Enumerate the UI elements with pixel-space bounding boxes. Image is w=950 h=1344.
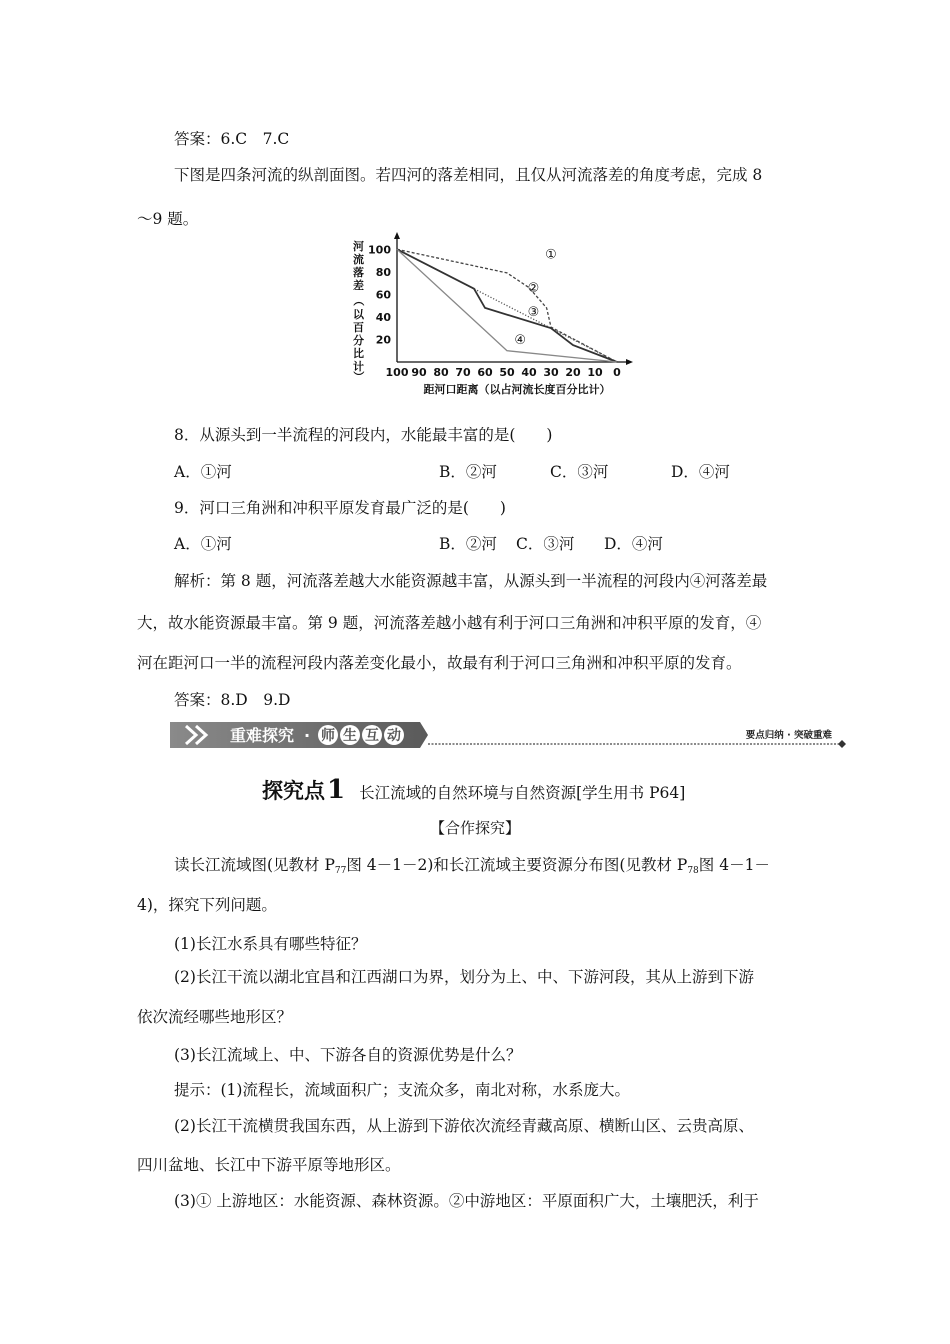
x-tick-label: 50 [499, 366, 515, 379]
series-label-2: ② [527, 281, 540, 297]
y-label-char: 计 [353, 360, 364, 373]
series-label-3: ③ [527, 304, 540, 320]
y-tick-label: 20 [375, 333, 391, 347]
banner-char: 师 [321, 728, 335, 744]
banner-dot: · [304, 726, 311, 745]
y-tick-label: 100 [368, 243, 391, 257]
x-axis-arrow-icon [626, 359, 633, 365]
section-number: 1 [327, 775, 346, 805]
series-labels [514, 247, 556, 348]
intro-line-2: ～9 题。 [137, 210, 199, 228]
x-tick-label: 30 [543, 366, 559, 379]
answer-6-7: 答案：6.C 7.C [174, 130, 290, 148]
y-label-char: 百 [353, 321, 364, 334]
x-ticks [386, 366, 622, 379]
y-label-char: 河 [353, 240, 364, 253]
series-label-4: ④ [514, 332, 527, 348]
y-tick-label: 80 [375, 265, 391, 279]
x-tick-label: 100 [385, 366, 409, 379]
y-label-char: ） [352, 371, 365, 382]
read-text-b: 图 4－1－2)和长江流域主要资源分布图(见教材 P [346, 856, 688, 874]
y-label-char: 流 [353, 253, 364, 266]
banner-left-text: 重难探究 [230, 726, 295, 745]
y-ticks [368, 243, 391, 346]
hint-2-line-1: (2)长江干流横贯我国东西，从上游到下游依次流经青藏高原、横断山区、云贵高原、 [174, 1117, 754, 1135]
y-label-char: 落 [353, 266, 364, 279]
hint-3: (3)① 上游地区：水能资源、森林资源。②中游地区：平原面积广大，土壤肥沃，利于 [174, 1192, 759, 1210]
q9-option-a: A．①河 [174, 535, 232, 553]
x-tick-label: 70 [455, 366, 471, 379]
y-label-char: （ [352, 295, 365, 306]
read-subscript-1: 77 [334, 866, 347, 876]
y-tick-label: 40 [375, 310, 391, 324]
read-text-a: 读长江流域图(见教材 P [174, 856, 335, 874]
y-tick-label: 60 [375, 288, 391, 302]
question-8-stem: 8．从源头到一半流程的河段内，水能最丰富的是( ) [174, 426, 553, 444]
q8-option-a: A．①河 [174, 463, 232, 481]
q8-option-d: D．④河 [671, 463, 730, 481]
analysis-line-3: 河在距河口一半的流程河段内落差变化最小，故最有利于河口三角洲和冲积平原的发育。 [137, 654, 742, 672]
y-label-char: 比 [353, 347, 364, 360]
question-2-line-2: 依次流经哪些地形区？ [137, 1008, 293, 1026]
section-heading [262, 775, 685, 805]
banner-char: 动 [387, 728, 401, 744]
question-9-stem: 9．河口三角洲和冲积平原发育最广泛的是( ) [174, 499, 506, 517]
x-tick-label: 80 [433, 366, 449, 379]
banner-char: 互 [365, 728, 379, 744]
q8-option-b: B．②河 [439, 463, 497, 481]
x-axis-label: 距河口距离（以占河流长度百分比计） [423, 383, 611, 396]
analysis-line-2: 大，故水能资源最丰富。第 9 题，河流落差越小越有利于河口三角洲和冲积平原的发育，④ [137, 614, 762, 632]
diamond-icon [838, 740, 846, 748]
series-lines [397, 249, 617, 362]
read-line-2: 4)，探究下列问题。 [137, 896, 277, 914]
question-2-line-1: (2)长江干流以湖北宜昌和江西湖口为界，划分为上、中、下游河段，其从上游到下游 [174, 968, 754, 986]
read-line-1 [174, 853, 770, 876]
banner-tagline: 要点归纳 · 突破重难 [745, 730, 832, 741]
hint-2-line-2: 四川盆地、长江中下游平原等地形区。 [137, 1156, 401, 1174]
x-tick-label: 60 [477, 366, 493, 379]
section-title: 长江流域的自然环境与自然资源[学生用书 P64] [359, 784, 686, 802]
question-1: (1)长江水系具有哪些特征？ [174, 935, 367, 953]
read-subscript-2: 78 [687, 866, 699, 876]
section-label: 探究点 [262, 779, 325, 803]
question-3: (3)长江流域上、中、下游各自的资源优势是什么？ [174, 1046, 522, 1064]
y-axis-arrow-icon [394, 232, 400, 239]
x-tick-label: 90 [411, 366, 427, 379]
q8-option-c: C．③河 [550, 463, 609, 481]
y-label-char: 差 [353, 279, 364, 292]
q9-option-c: C．③河 [516, 535, 575, 553]
hint-1: 提示：(1)流程长，流域面积广；支流众多，南北对称，水系庞大。 [174, 1081, 630, 1099]
x-tick-label: 40 [521, 366, 537, 379]
series-label-1: ① [545, 247, 557, 263]
x-tick-label: 0 [613, 366, 621, 379]
q9-option-d: D．④河 [604, 535, 663, 553]
y-axis-label [352, 239, 365, 382]
y-label-char: 以 [353, 308, 364, 321]
analysis-line-1: 解析：第 8 题，河流落差越大水能资源越丰富，从源头到一半流程的河段内④河落差最 [174, 572, 768, 590]
x-tick-label: 20 [565, 366, 581, 379]
answer-8-9: 答案：8.D 9.D [174, 691, 291, 709]
coop-heading: 【合作探究】 [429, 819, 520, 837]
banner-char: 生 [343, 728, 357, 744]
q9-option-b: B．②河 [439, 535, 497, 553]
y-label-char: 分 [353, 334, 364, 347]
section-banner [170, 722, 850, 748]
river-profile-chart [345, 230, 645, 402]
intro-line-1: 下图是四条河流的纵剖面图。若四河的落差相同，且仅从河流落差的角度考虑，完成 8 [174, 166, 763, 184]
read-text-c: 图 4－1－ [698, 856, 770, 874]
x-tick-label: 10 [587, 366, 603, 379]
